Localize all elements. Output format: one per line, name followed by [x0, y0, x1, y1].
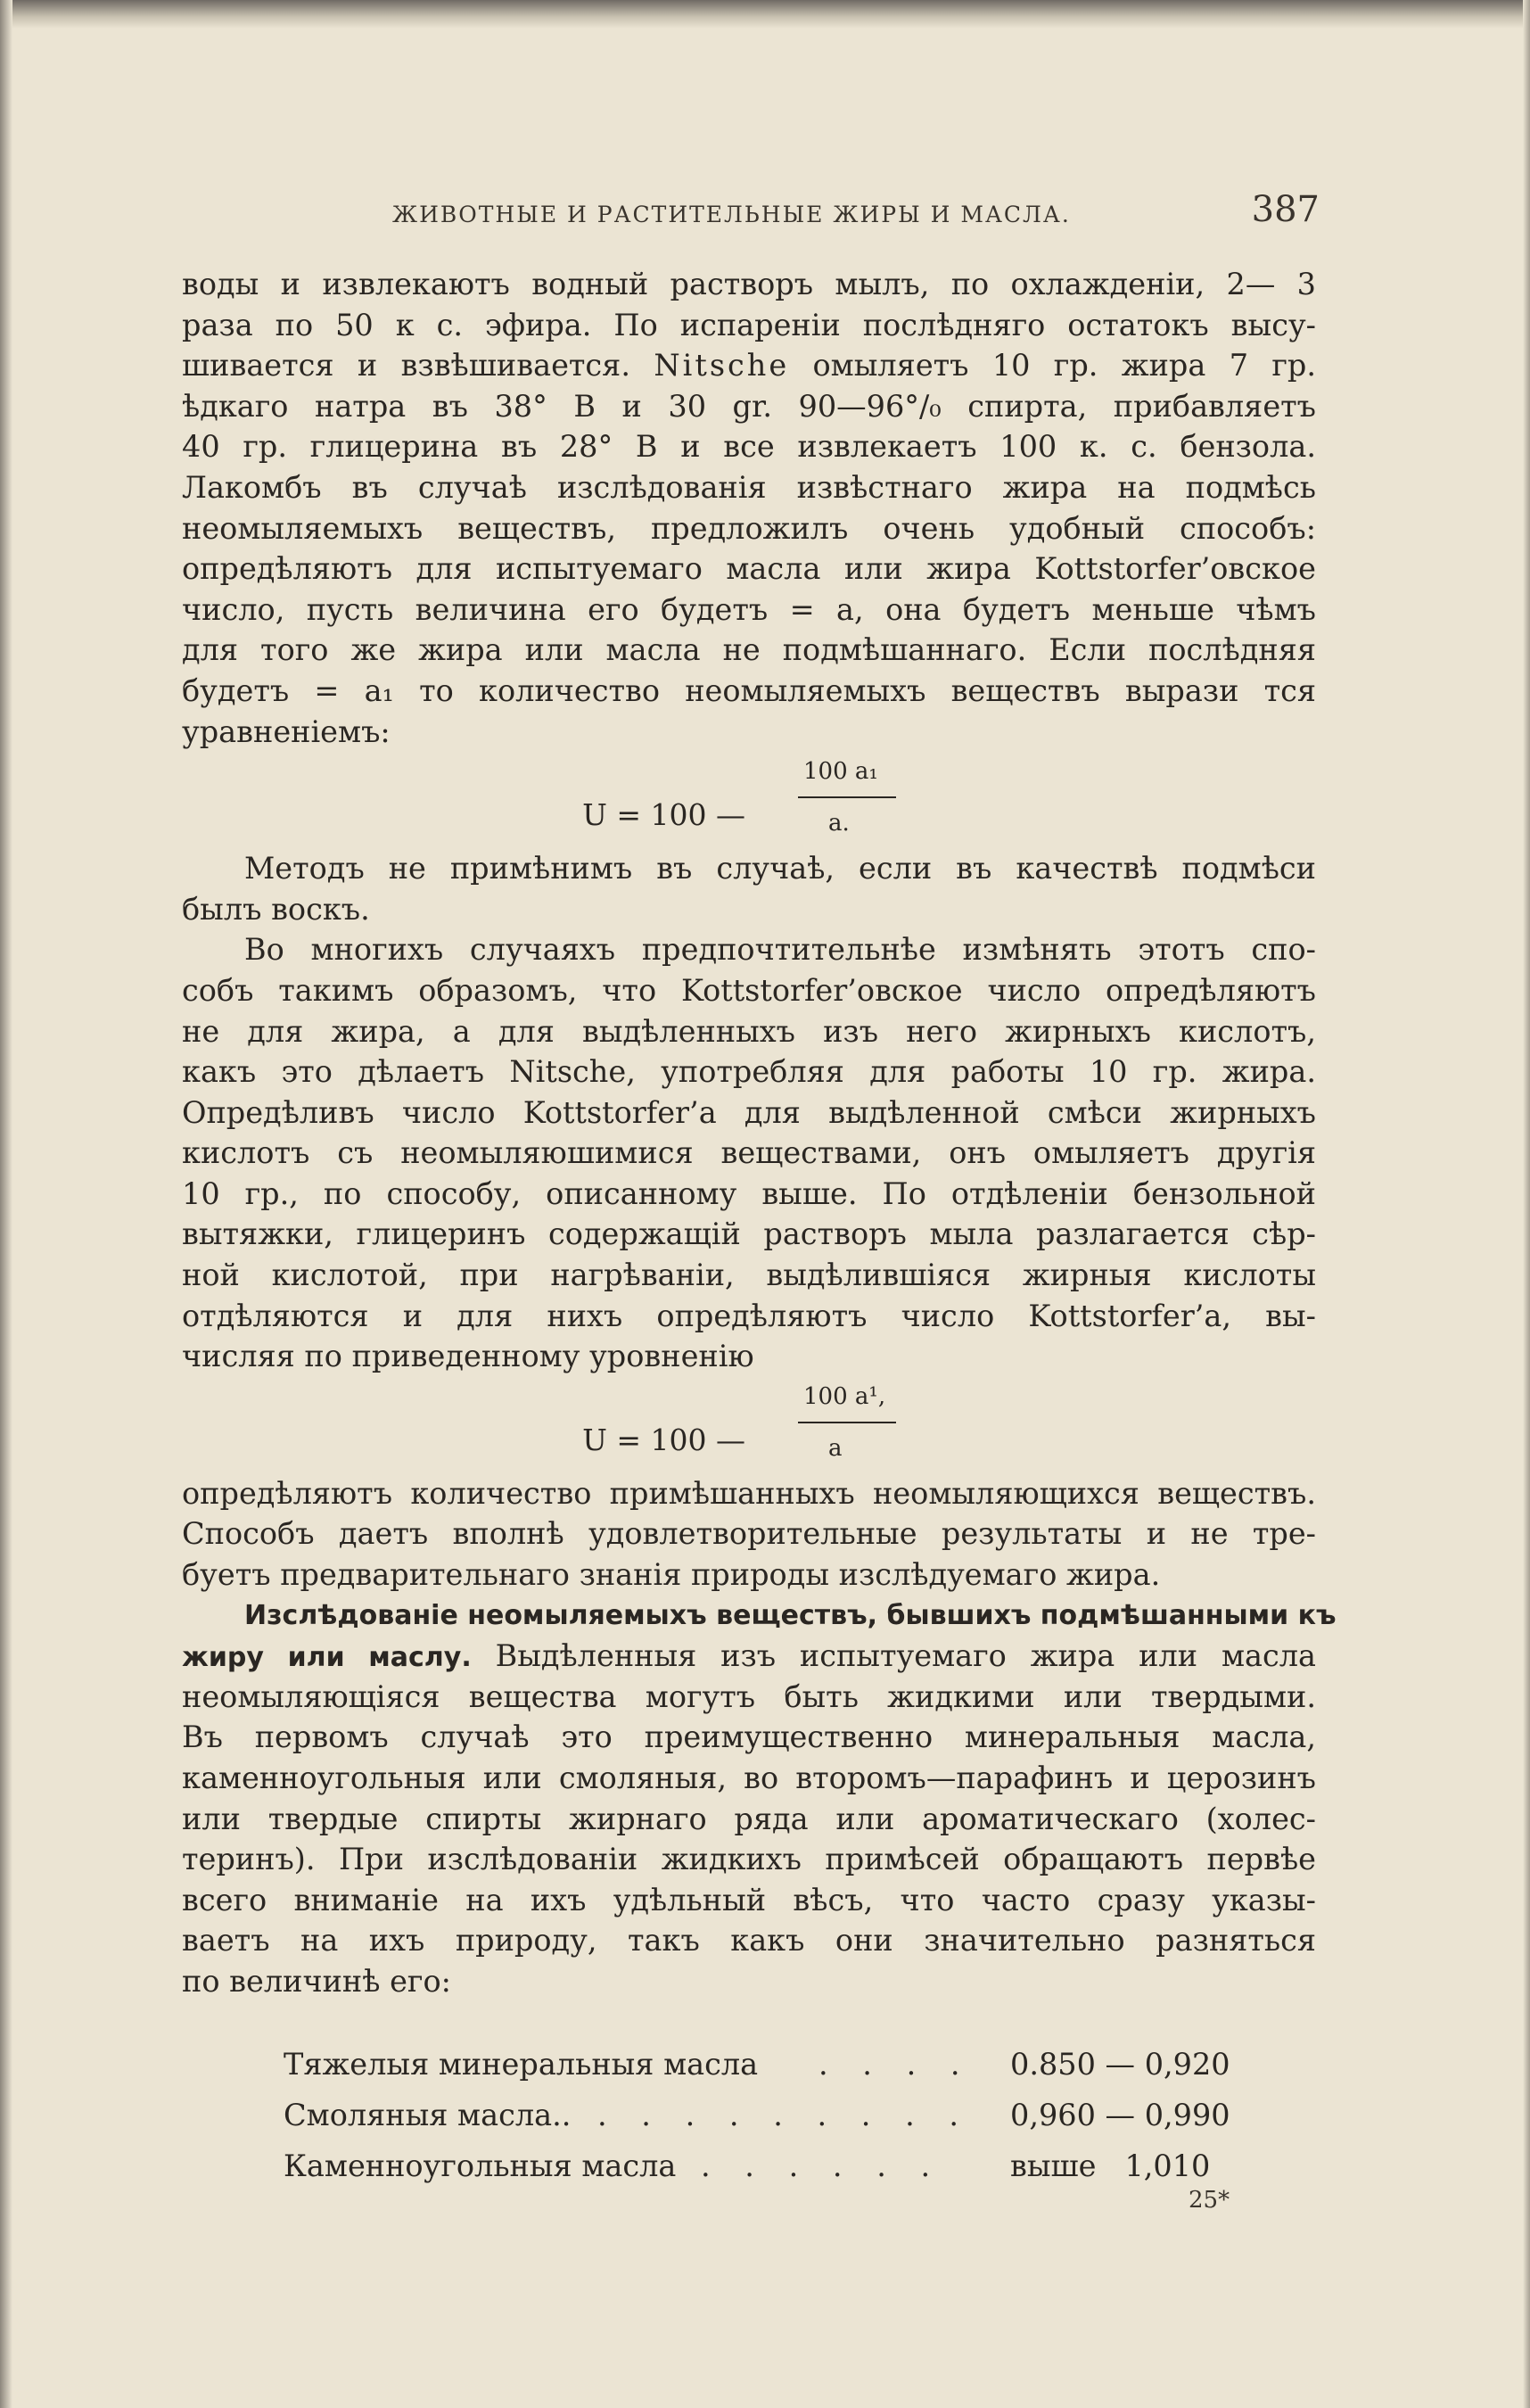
text-line: опредѣляютъ для испытуемаго масла или жира Kottstorfer’овское [182, 551, 1316, 587]
text-line: Способъ даетъ вполнѣ удовлетворительные результаты и не тре- [182, 1516, 1316, 1552]
text-line: ваетъ на ихъ природу, такъ какъ они значительно разняться [182, 1923, 1316, 1959]
text-line: 10 гр., по способу, описанному выше. По отдѣленіи бензольной [182, 1175, 1316, 1211]
formula-numerator: 100 a¹, [803, 1382, 886, 1410]
section-heading-cont: жиру или маслу. [182, 1642, 472, 1674]
text-line: неомыляющіяся вещества могутъ быть жидкими или твердыми. [182, 1678, 1316, 1714]
gravity-range: 0.850 — 0,920 [1010, 2047, 1230, 2082]
text-line: ѣдкаго натра въ 38° В и 30 gr. 90—96°/₀ спирта, прибавляетъ [182, 388, 1316, 424]
text-line: Лакомбъ въ случаѣ изслѣдованія извѣстнаго жира на подмѣсь [182, 469, 1316, 505]
text-line: каменноугольныя или смоляныя, во второмъ—парафинъ и церозинъ [182, 1761, 1316, 1795]
leader-dots: . . . . [818, 2047, 973, 2082]
gravity-range: 0,960 — 0,990 [1010, 2098, 1230, 2132]
specific-gravity-table [284, 2039, 1246, 2191]
text-line: число, пусть величина его будетъ = a, она будетъ меньше чѣмъ [182, 591, 1316, 627]
scan-right-edge [1523, 0, 1530, 2408]
scan-top-edge [0, 0, 1530, 29]
text-line: раза по 50 к с. эфира. По испареніи послѣдняго остатокъ высу- [182, 307, 1316, 342]
text-line: неомыляемыхъ веществъ, предложилъ очень удобный способъ: [182, 510, 1316, 546]
text-line: числяя по приведенному уровненію [182, 1339, 754, 1374]
text-line: 40 гр. глицерина въ 28° В и все извлекаетъ 100 к. с. бензола. [182, 429, 1316, 465]
section-heading: Изслѣдованіе неомыляемыхъ веществъ, бывшихъ подмѣшанными къ [244, 1599, 1337, 1631]
text-line: для того же жира или масла не подмѣшаннаго. Если послѣдняя [182, 632, 1316, 668]
text-line: Во многихъ случаяхъ предпочтительнѣе измѣнять этотъ спо- [244, 932, 1316, 968]
text-line: отдѣляются и для нихъ опредѣляютъ число Kottstorfer’a, вы- [182, 1298, 1316, 1333]
text-line: ной кислотой, при нагрѣваніи, выдѣлившіяся жирныя кислоты [182, 1258, 1316, 1293]
gravity-range: выше 1,010 [1010, 2148, 1211, 2183]
text-line: какъ это дѣлаетъ Nitsche, употребляя для работы 10 гр. жира. [182, 1054, 1316, 1090]
text-line: по величинѣ его: [182, 1963, 451, 1999]
page-number: 387 [1251, 189, 1320, 230]
text-line: будетъ = a₁ то количество неомыляемыхъ веществъ вырази тся [182, 672, 1316, 708]
oil-name: Тяжелыя минеральныя масла [284, 2047, 759, 2082]
fraction-bar [798, 796, 896, 798]
text-line: Методъ не примѣнимъ въ случаѣ, если въ качествѣ подмѣси [244, 851, 1316, 887]
scan-left-edge [0, 0, 12, 2408]
signature-mark: 25* [1189, 2187, 1230, 2214]
text-line: буетъ предварительнаго знанія природы изслѣдуемаго жира. [182, 1557, 1161, 1593]
text-line: Опредѣливъ число Kottstorfer’a для выдѣленной смѣси жирныхъ [182, 1094, 1316, 1130]
text-line: былъ воскъ. [182, 891, 370, 927]
text-line: вытяжки, глицеринъ содержащій растворъ мыла разлагается сѣр- [182, 1216, 1316, 1252]
table-row [284, 2039, 1246, 2090]
text-line: собъ такимъ образомъ, что Kottstorfer’овское число опредѣляютъ [182, 972, 1316, 1008]
oil-name: Смоляныя масла.. [284, 2098, 572, 2132]
text-line: теринъ). При изслѣдованіи жидкихъ примѣсей обращаютъ первѣе [182, 1842, 1316, 1877]
text-line: воды и извлекаютъ водный растворъ мылъ, по охлажденіи, 2— 3 [182, 267, 1316, 301]
fraction-bar [798, 1422, 896, 1423]
formula-2 [182, 1377, 1316, 1473]
text-line: не для жира, а для выдѣленныхъ изъ него жирныхъ кислотъ, [182, 1013, 1316, 1049]
formula-lhs: U = 100 — [582, 797, 745, 833]
formula-lhs: U = 100 — [582, 1422, 745, 1457]
text-line: или твердые спирты жирнаго ряда или ароматическаго (холес- [182, 1801, 1316, 1836]
text-line: всего вниманіе на ихъ удѣльный вѣсъ, что часто сразу указы- [182, 1882, 1316, 1917]
oil-name: Каменноугольныя масла [284, 2148, 677, 2183]
text-line: жиру или маслу. Выдѣленныя изъ испытуемаго жира или масла [182, 1638, 1316, 1674]
text-line: кислотъ съ неомыляюшимися веществами, онъ омыляетъ другія [182, 1135, 1316, 1171]
formula-denominator: a. [828, 810, 850, 837]
table-row [284, 2090, 1246, 2140]
text-line: шивается и взвѣшивается. Nitsche омыляетъ 10 гр. жира 7 гр. [182, 348, 1316, 383]
author-name: Nitsche [654, 348, 790, 383]
text-line: опредѣляютъ количество примѣшанныхъ неомыляющихся веществъ. [182, 1475, 1316, 1511]
leader-dots: . . . . . . [701, 2148, 943, 2183]
leader-dots: . . . . . . . . . [597, 2098, 972, 2132]
text-line: уравненіемъ: [182, 713, 391, 749]
text-line: Въ первомъ случаѣ это преимущественно минеральныя масла, [182, 1719, 1316, 1755]
table-row [284, 2140, 1246, 2191]
body-text [182, 264, 1337, 2002]
formula-numerator: 100 a₁ [803, 758, 878, 786]
running-head: ЖИВОТНЫЕ И РАСТИТЕЛЬНЫЕ ЖИРЫ И МАСЛА. [392, 202, 1071, 227]
formula-1 [182, 752, 1316, 848]
formula-denominator: a [828, 1434, 843, 1462]
page-header [178, 189, 1320, 243]
